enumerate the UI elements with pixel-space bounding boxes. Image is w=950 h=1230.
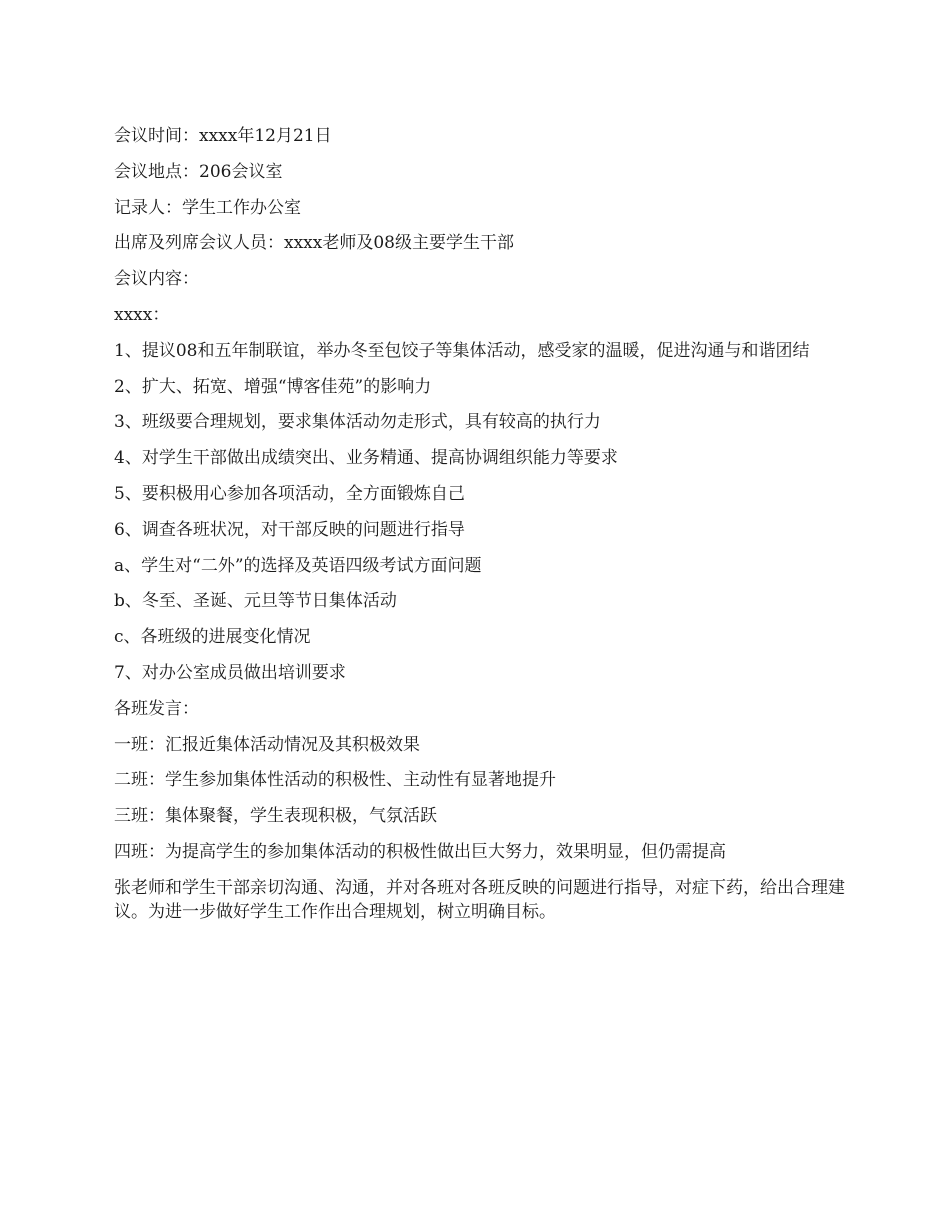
class-remarks-heading: 各班发言： [114,698,199,719]
meeting-time: 会议时间：xxxx年12月21日 [114,126,332,146]
class-3-remark: 三班：集体聚餐，学生表现积极，气氛活跃 [114,806,437,827]
item-2: 2、扩大、拓宽、增强“博客佳苑”的影响力 [114,376,432,397]
document-body [114,124,846,936]
subitem-c: c、各班级的进展变化情况 [114,627,311,648]
item-4: 4、对学生干部做出成绩突出、业务精通、提高协调组织能力等要求 [114,448,618,469]
item-6: 6、调查各班状况，对干部反映的问题进行指导 [114,519,465,540]
item-7: 7、对办公室成员做出培训要求 [114,662,346,683]
meeting-content-heading: 会议内容： [114,269,199,290]
closing-summary: 张老师和学生干部亲切沟通、沟通，并对各班对各班反映的问题进行指导，对症下药，给出合理建议。为进一步做好学生工作作出合理规划，树立明确目标。 [114,877,845,922]
class-4-remark: 四班：为提高学生的参加集体活动的积极性做出巨大努力，效果明显，但仍需提高 [114,841,726,862]
item-1: 1、提议08和五年制联谊，举办冬至包饺子等集体活动，感受家的温暖，促进沟通与和谐团结 [114,340,810,361]
subitem-a: a、学生对“二外”的选择及英语四级考试方面问题 [114,555,482,576]
attendees: 出席及列席会议人员：xxxx老师及08级主要学生干部 [114,233,514,254]
item-5: 5、要积极用心参加各项活动，全方面锻炼自己 [114,483,465,504]
class-2-remark: 二班：学生参加集体性活动的积极性、主动性有显著地提升 [114,770,556,791]
recorder: 记录人：学生工作办公室 [114,197,301,218]
item-3: 3、班级要合理规划，要求集体活动勿走形式，具有较高的执行力 [114,412,601,433]
subitem-b: b、冬至、圣诞、元旦等节日集体活动 [114,591,397,612]
meeting-location: 会议地点：206会议室 [114,161,283,182]
class-1-remark: 一班：汇报近集体活动情况及其积极效果 [114,734,420,755]
speaker-label: xxxx： [114,304,170,325]
